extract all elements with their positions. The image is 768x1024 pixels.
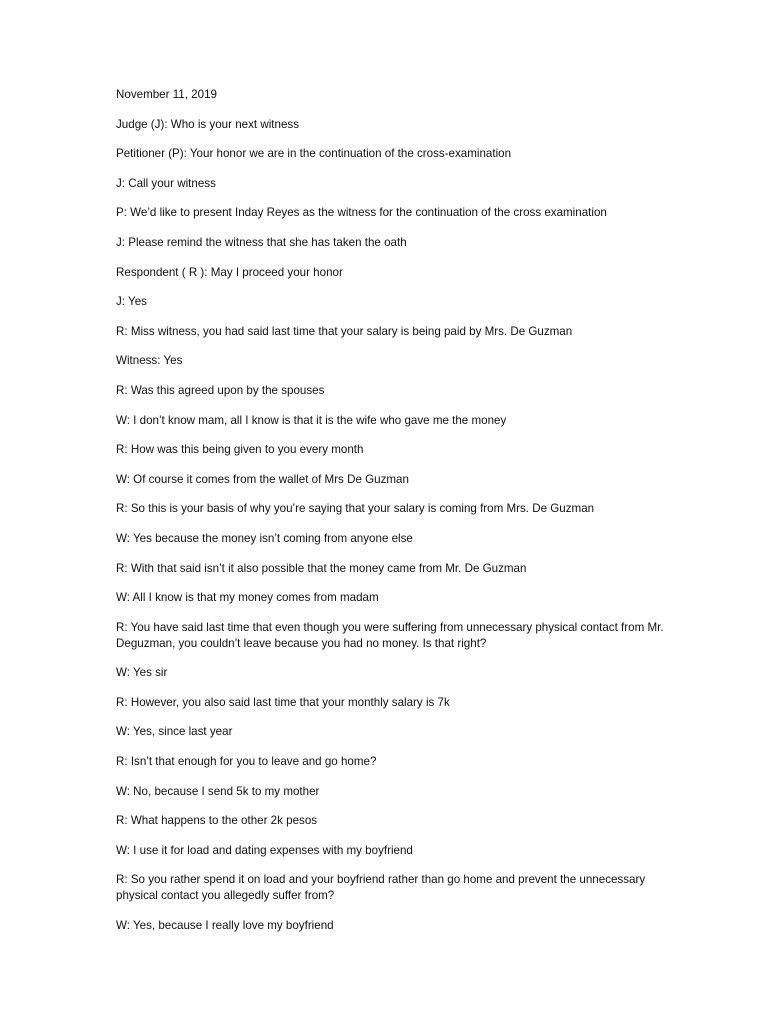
transcript-line: R: With that said isn’t it also possible that the money came from Mr. De Guzman <box>116 561 527 575</box>
transcript-line: P: We’d like to present Inday Reyes as the witness for the continuation of the cross examination <box>116 206 607 220</box>
transcript-line: R: Was this agreed upon by the spouses <box>116 383 325 397</box>
transcript-line: J: Yes <box>116 295 147 309</box>
transcript-line: W: I use it for load and dating expenses with my boyfriend <box>116 843 413 857</box>
transcript-line: Petitioner (P): Your honor we are in the continuation of the cross-examination <box>116 147 512 161</box>
transcript-line: W: Of course it comes from the wallet of Mrs De Guzman <box>116 472 409 486</box>
transcript-line: R: So you rather spend it on load and your boyfriend rather than go home and prevent the unnecessary physical contact you allegedly suffer from? <box>116 873 649 903</box>
transcript-body <box>116 87 676 948</box>
transcript-line: R: Miss witness, you had said last time that your salary is being paid by Mrs. De Guzman <box>116 324 573 338</box>
transcript-line: W: Yes, because I really love my boyfriend <box>116 919 334 933</box>
transcript-line: W: No, because I send 5k to my mother <box>116 784 320 798</box>
transcript-line: R: However, you also said last time that your monthly salary is 7k <box>116 695 450 709</box>
transcript-line: R: You have said last time that even though you were suffering from unnecessary physical contact from Mr. Deguzman, you couldn’t leave because you had no money. Is that right? <box>116 620 667 650</box>
transcript-line: R: How was this being given to you every month <box>116 443 364 457</box>
transcript-line: Witness: Yes <box>116 354 183 368</box>
transcript-line: W: All I know is that my money comes from madam <box>116 591 379 605</box>
transcript-line: W: Yes, since last year <box>116 725 233 739</box>
transcript-line: W: Yes sir <box>116 666 168 680</box>
transcript-line: Respondent ( R ): May I proceed your honor <box>116 265 343 279</box>
transcript-line: R: Isn’t that enough for you to leave and go home? <box>116 755 377 769</box>
transcript-line: J: Please remind the witness that she has taken the oath <box>116 235 407 249</box>
transcript-line: W: Yes because the money isn’t coming from anyone else <box>116 531 413 545</box>
transcript-line: R: So this is your basis of why you’re saying that your salary is coming from Mrs. De Guzman <box>116 502 595 516</box>
transcript-line: Judge (J): Who is your next witness <box>116 117 299 131</box>
transcript-line: J: Call your witness <box>116 176 216 190</box>
transcript-line: R: What happens to the other 2k pesos <box>116 814 318 828</box>
transcript-date: November 11, 2019 <box>116 88 217 101</box>
transcript-line: W: I don’t know mam, all I know is that it is the wife who gave me the money <box>116 413 507 427</box>
